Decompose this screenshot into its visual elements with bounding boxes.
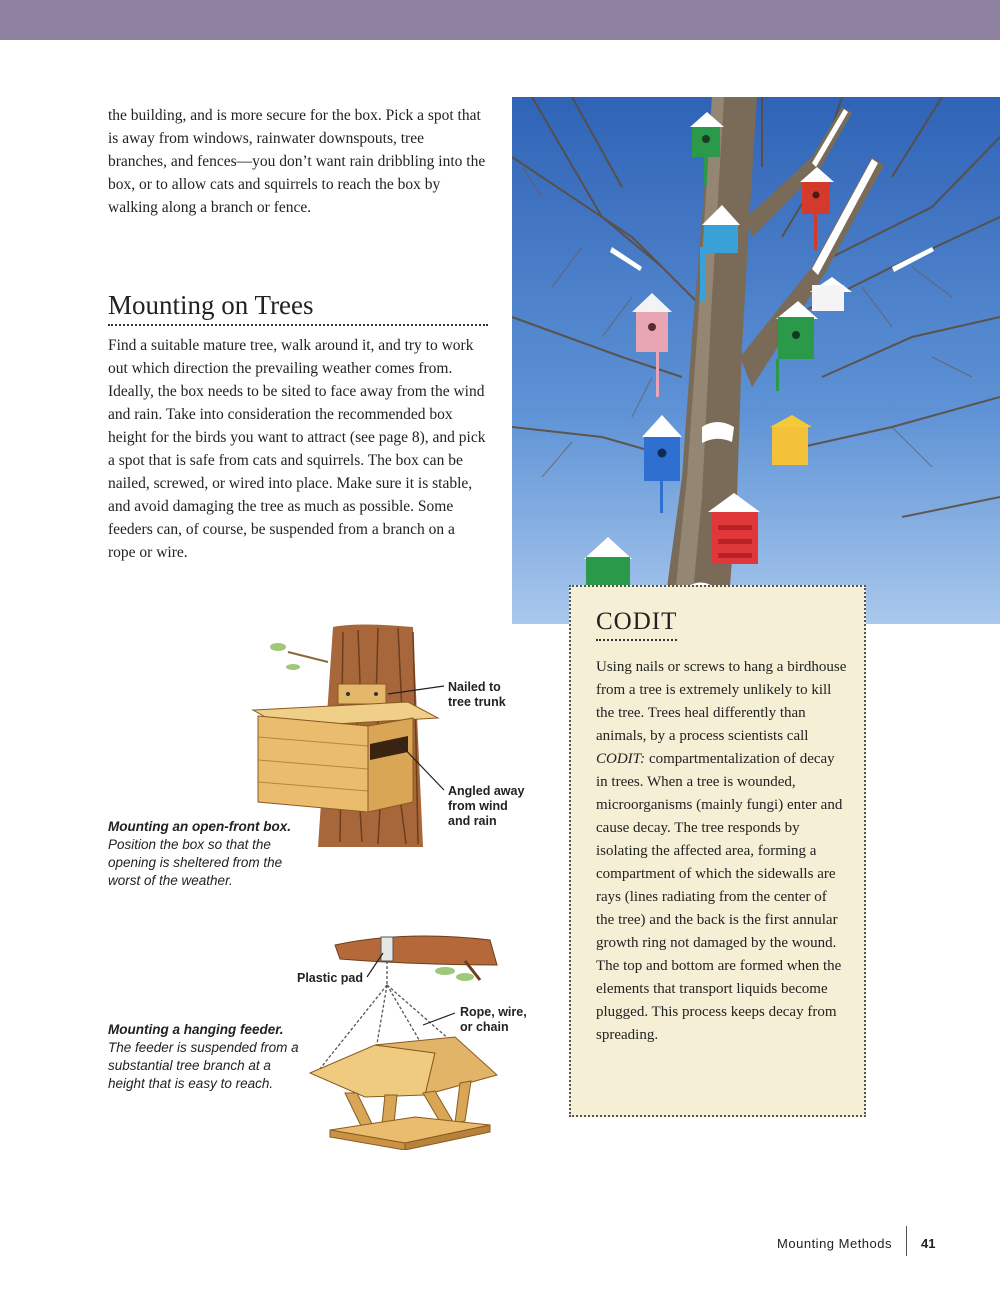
footer-section-name: Mounting Methods bbox=[777, 1236, 892, 1251]
hanging-feeder-illustration bbox=[305, 925, 505, 1150]
figure1-caption-bold: Mounting an open-front box. bbox=[108, 819, 291, 834]
sidebar-text-after: compartmentalization of decay in trees. When a tree is wounded, microorganisms (mainly fungi) enter and cause decay. The tree responds by isolating the affected area, forming a compartment of which the sidewalls are rays (lines radiating from the center of the tree) and the back is the first annular growth ring not damaged by the wound. The top and bottom are formed when the elements that transport liquids become plugged. This process keeps decay from spreading. bbox=[596, 751, 843, 1043]
sidebar-text bbox=[596, 656, 848, 1047]
label-angled-line3: and rain bbox=[448, 814, 497, 828]
label-rope-wire-chain bbox=[460, 1005, 527, 1035]
intro-paragraph: the building, and is more secure for the box. Pick a spot that is away from windows, rainwater downspouts, tree branches, and fences—you don’t want rain dribbling into the box, or to allow cats and squirrels to reach the box by walking along a branch or fence. bbox=[108, 107, 486, 216]
label-angled-line1: Angled away bbox=[448, 784, 525, 798]
figure2-caption-bold: Mounting a hanging feeder. bbox=[108, 1022, 284, 1037]
figure1-caption-rest: Position the box so that the opening is sheltered from the worst of the weather. bbox=[108, 837, 283, 888]
section-heading: Mounting on Trees bbox=[108, 288, 488, 326]
birdhouses-tree-photo bbox=[512, 97, 1000, 624]
sidebar-text-before: Using nails or screws to hang a birdhouse from a tree is extremely unlikely to kill the tree. Trees heal differently than animals, by a process scientists call bbox=[596, 659, 847, 744]
label-angled-line2: from wind bbox=[448, 799, 508, 813]
page-number: 41 bbox=[921, 1236, 936, 1251]
header-band bbox=[0, 0, 1000, 40]
section-paragraph: Find a suitable mature tree, walk around it, and try to work out which direction the prevailing weather comes from. Ideally, the box needs to be sited to face away from the wind and rain. Take into consideration the recommended box height for the birds you want to attract (see page 8), and pick a spot that is safe from cats and squirrels. The box can be nailed, screwed, or wired into place. Make sure it is stable, and avoid damaging the tree as much as possible. Some feeders can, of course, be suspended from a branch on a rope or wire. bbox=[108, 337, 486, 561]
label-rope-line1: Rope, wire, bbox=[460, 1005, 527, 1019]
label-angled-away bbox=[448, 784, 524, 829]
label-rope-line2: or chain bbox=[460, 1020, 509, 1034]
figure2-caption-rest: The feeder is suspended from a substantial tree branch at a height that is easy to reach. bbox=[108, 1040, 299, 1091]
label-nailed-line1: Nailed to bbox=[448, 680, 501, 694]
footer-divider bbox=[906, 1226, 907, 1256]
figure2-caption bbox=[108, 1021, 308, 1093]
sidebar-text-em: CODIT: bbox=[596, 751, 646, 767]
codit-sidebar bbox=[569, 585, 866, 1117]
label-nailed-line2: tree trunk bbox=[448, 695, 506, 709]
label-plastic-pad: Plastic pad bbox=[297, 971, 363, 985]
label-nailed-to-trunk bbox=[448, 680, 506, 710]
figure1-caption bbox=[108, 818, 308, 890]
sidebar-title: CODIT bbox=[596, 607, 677, 641]
